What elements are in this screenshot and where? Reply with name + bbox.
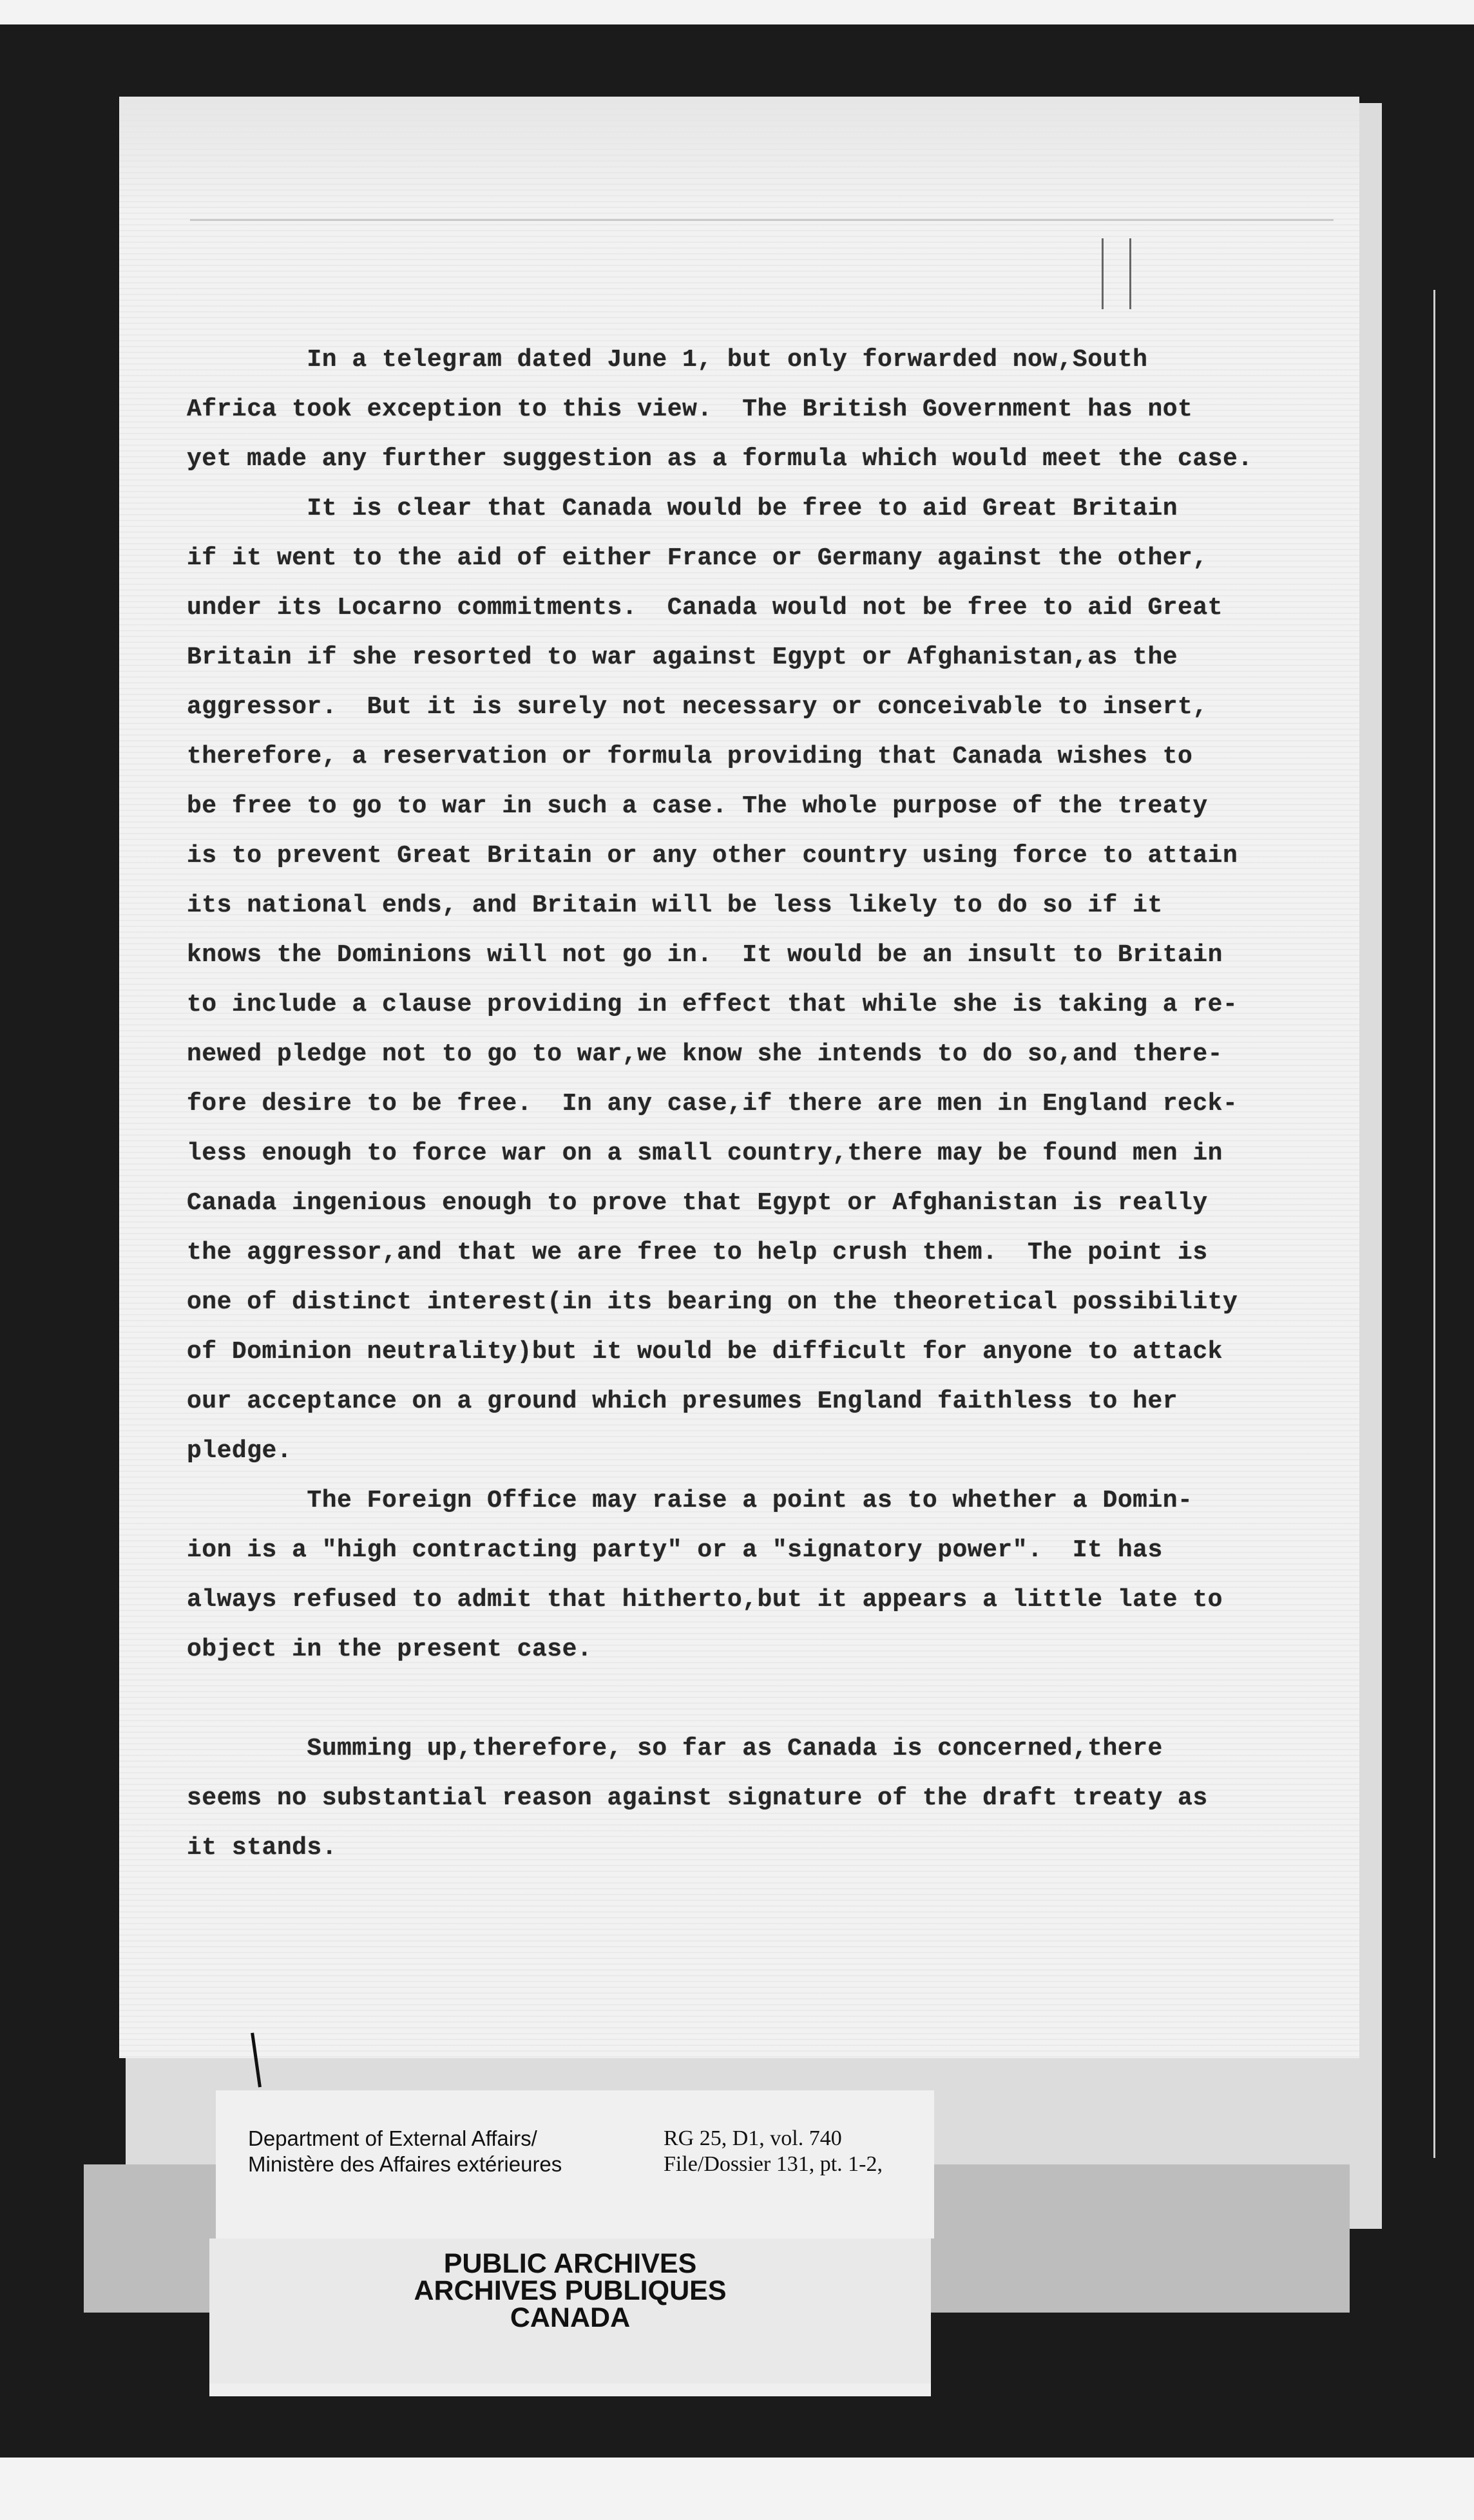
- record-group: RG 25, D1, vol. 740: [664, 2126, 842, 2150]
- text-line: yet made any further suggestion as a formula which would meet the case.: [187, 445, 1253, 473]
- text-line: seems no substantial reason against signature of the draft treaty as: [187, 1784, 1208, 1812]
- department-en: Department of External Affairs/: [248, 2126, 537, 2150]
- text-line: therefore, a reservation or formula providing that Canada wishes to: [187, 743, 1193, 770]
- text-line: always refused to admit that hitherto,but it appears a little late to: [187, 1586, 1223, 1614]
- text-line: its national ends, and Britain will be less likely to do so if it: [187, 892, 1163, 919]
- text-line: ion is a "high contracting party" or a "signatory power". It has: [187, 1536, 1163, 1564]
- stamp-line: ARCHIVES PUBLIQUES: [414, 2275, 727, 2306]
- stamp-line: CANADA: [510, 2302, 631, 2333]
- text-line: under its Locarno commitments. Canada would not be free to aid Great: [187, 594, 1223, 622]
- film-top-border: [0, 0, 1474, 24]
- text-line: [187, 1674, 1324, 1724]
- archive-reference-label: [216, 2090, 934, 2238]
- text-line: one of distinct interest(in its bearing on the theoretical possibility: [187, 1288, 1238, 1316]
- text-line: pledge.: [187, 1437, 292, 1465]
- text-line: object in the present case.: [187, 1636, 593, 1663]
- text-line: less enough to force war on a small country,there may be found men in: [187, 1140, 1223, 1167]
- text-line: the aggressor,and that we are free to help crush them. The point is: [187, 1239, 1208, 1266]
- public-archives-stamp: [209, 2238, 931, 2383]
- text-line: newed pledge not to go to war,we know she intends to do so,and there-: [187, 1040, 1223, 1068]
- stamp-line: PUBLIC ARCHIVES: [443, 2248, 697, 2279]
- text-line: Britain if she resorted to war against Egypt or Afghanistan,as the: [187, 644, 1178, 671]
- text-line: Summing up,therefore, so far as Canada is concerned,there: [187, 1735, 1163, 1762]
- file-reference: [664, 2126, 883, 2177]
- text-line: our acceptance on a ground which presumes England faithless to her: [187, 1388, 1178, 1415]
- page-fold-line: [1433, 290, 1435, 2158]
- text-line: It is clear that Canada would be free to aid Great Britain: [187, 495, 1178, 522]
- text-line: Africa took exception to this view. The British Government has not: [187, 396, 1193, 423]
- text-line: be free to go to war in such a case. The whole purpose of the treaty: [187, 792, 1208, 820]
- text-line: In a telegram dated June 1, but only forwarded now,South: [187, 346, 1148, 374]
- text-line: fore desire to be free. In any case,if there are men in England reck-: [187, 1090, 1238, 1118]
- text-line: it stands.: [187, 1834, 338, 1862]
- text-line: knows the Dominions will not go in. It would be an insult to Britain: [187, 941, 1223, 969]
- pencil-mark: [1102, 238, 1131, 309]
- department-fr: Ministère des Affaires extérieures: [248, 2152, 562, 2176]
- text-line: if it went to the aid of either France or Germany against the other,: [187, 544, 1208, 572]
- text-line: of Dominion neutrality)but it would be difficult for anyone to attack: [187, 1338, 1223, 1366]
- file-number: File/Dossier 131, pt. 1-2,: [664, 2152, 883, 2176]
- department-name: [248, 2126, 562, 2177]
- text-line: to include a clause providing in effect that while she is taking a re-: [187, 991, 1238, 1018]
- typed-text-body: [187, 335, 1324, 1873]
- text-line: aggressor. But it is surely not necessary or conceivable to insert,: [187, 693, 1208, 721]
- text-line: is to prevent Great Britain or any other country using force to attain: [187, 842, 1238, 870]
- text-line: Canada ingenious enough to prove that Egypt or Afghanistan is really: [187, 1189, 1208, 1217]
- film-bottom-border: [0, 2458, 1474, 2520]
- text-line: The Foreign Office may raise a point as to whether a Domin-: [187, 1487, 1193, 1514]
